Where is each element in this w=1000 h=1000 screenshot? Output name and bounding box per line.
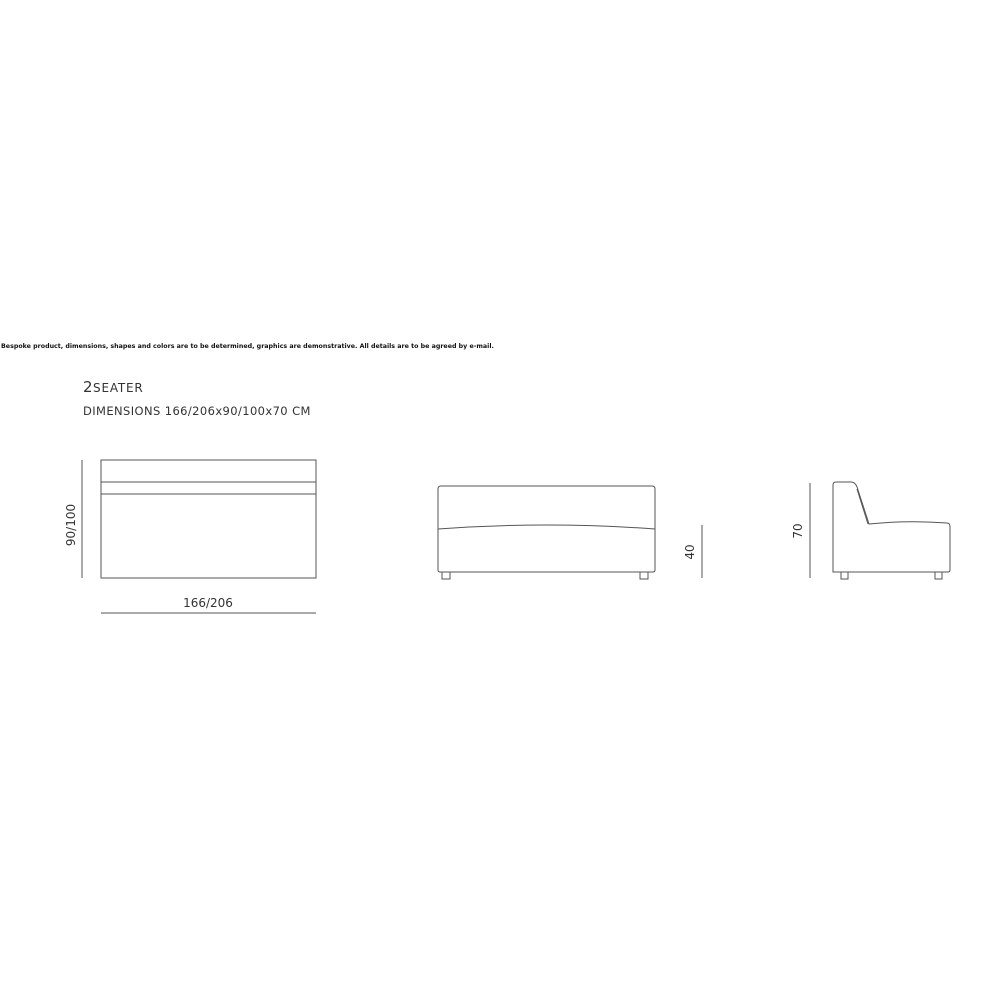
disclaimer-note: Bespoke product, dimensions, shapes and colors are to be determined, graphics are demonstrative. All details are to be agreed by e-mail. [1,343,494,350]
side-view-front-leg [841,572,848,579]
top-view [64,460,316,613]
front-view-seat-body [438,529,655,572]
front-view-backrest [438,486,655,529]
front-view-seat-top [438,525,655,529]
depth-label: 90/100 [64,503,78,547]
height-label: 70 [791,523,805,539]
front-view-right-leg [640,572,648,579]
width-label: 166/206 [183,596,233,610]
side-view [791,482,950,579]
side-view-back-leg [935,572,942,579]
front-view-left-leg [442,572,450,579]
front-view [438,486,702,579]
side-view-back-inner [857,489,868,524]
product-title-text: SEATER [93,381,144,395]
seat-height-label: 40 [683,544,697,560]
top-view-outline [101,460,316,578]
product-dimensions: DIMENSIONS 166/206x90/100x70 CM [83,404,311,418]
product-title-number: 2 [83,378,94,396]
side-view-outline [833,482,950,572]
